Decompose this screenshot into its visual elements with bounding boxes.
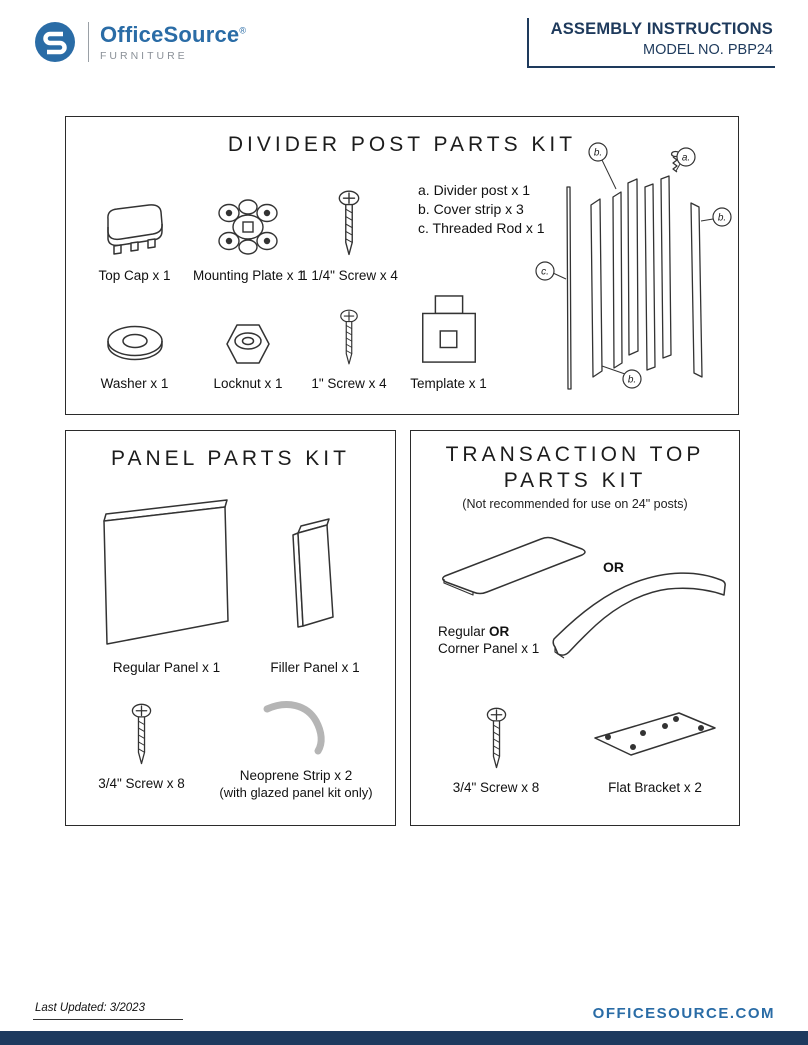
legend-item-a: a. Divider post x 1 (418, 182, 531, 198)
locknut-icon (224, 321, 272, 367)
or-separator: OR (603, 559, 624, 575)
part-label: 1 1/4" Screw x 4 (300, 268, 398, 283)
part-label: 3/4" Screw x 8 (98, 776, 185, 791)
template-icon (414, 293, 484, 367)
screw-icon (130, 703, 153, 767)
part-label: Filler Panel x 1 (270, 660, 360, 675)
part-washer (82, 303, 187, 391)
diagram-callout-a: a. (681, 152, 691, 164)
transaction-kit-subtitle: (Not recommended for use on 24" posts) (462, 497, 688, 511)
corner-top-icon (544, 555, 736, 667)
part-screw-1in (294, 303, 404, 391)
logo-block (33, 20, 246, 64)
legend-item-c: c. Threaded Rod x 1 (418, 220, 545, 236)
washer-icon (104, 321, 166, 367)
model-number: MODEL NO. PBP24 (642, 42, 773, 58)
part-label: 3/4" Screw x 8 (452, 780, 540, 795)
diagram-callout-c: c. (541, 266, 549, 278)
logo-divider (88, 22, 89, 62)
transaction-kit-title-line2: PARTS KIT (503, 469, 647, 492)
divider-kit-title: DIVIDER POST PARTS KIT (227, 133, 577, 156)
legend-item-b: b. Cover strip x 3 (418, 201, 524, 217)
part-regular-panel (84, 495, 249, 675)
part-screw-075-trans (451, 697, 541, 795)
diagram-callout-b2: b. (717, 212, 727, 224)
part-template (396, 289, 501, 391)
part-label: Flat Bracket x 2 (608, 780, 702, 795)
logo-text (100, 22, 246, 62)
transaction-kit-title-line1: TRANSACTION TOP (445, 443, 705, 466)
regular-panel-icon (96, 499, 238, 651)
transaction-top-kit-section (410, 430, 740, 826)
diagram-callout-b1: b. (593, 147, 603, 159)
divider-post-diagram-drawing (534, 139, 739, 401)
diagram-legend (418, 181, 545, 238)
part-screw-1-25 (294, 183, 404, 283)
top-cap-icon (96, 197, 174, 259)
filler-panel-icon (284, 517, 346, 633)
part-neoprene-strip (201, 689, 391, 800)
panel-kit-section (65, 430, 396, 826)
document-title-block (527, 18, 775, 68)
part-mounting-plate (193, 183, 303, 283)
diagram-callout-b3: b. (627, 374, 637, 386)
part-label: Top Cap x 1 (98, 268, 171, 283)
part-label: 1" Screw x 4 (311, 376, 387, 391)
part-label: Neoprene Strip x 2 (239, 768, 353, 783)
brand-name: OfficeSource® (100, 22, 247, 47)
brand-subtitle: FURNITURE (100, 50, 188, 62)
panel-kit-title: PANEL PARTS KIT (111, 447, 350, 470)
divider-post-diagram (534, 139, 739, 401)
document-title: ASSEMBLY INSTRUCTIONS (550, 20, 773, 38)
part-flat-bracket (579, 697, 731, 795)
mounting-plate-icon (209, 195, 287, 259)
part-label: Washer x 1 (100, 376, 169, 391)
part-locknut (193, 303, 303, 391)
part-filler-panel (254, 495, 376, 675)
part-note: (with glazed panel kit only) (219, 785, 373, 800)
part-top-cap (82, 183, 187, 283)
flat-bracket-icon (591, 709, 719, 771)
part-label: Locknut x 1 (213, 376, 283, 391)
registered-mark: ® (239, 25, 247, 36)
screw-icon (337, 189, 361, 259)
screw-icon (485, 707, 508, 771)
divider-post-kit-section (65, 116, 739, 415)
officesource-logo-icon (33, 20, 77, 64)
part-label: Mounting Plate x 1 (193, 268, 305, 283)
footer-bar (0, 1031, 808, 1045)
neoprene-strip-icon (259, 697, 333, 759)
part-label: Template x 1 (410, 376, 487, 391)
screw-icon (338, 309, 360, 367)
website-link[interactable]: OFFICESOURCE.COM (592, 1005, 775, 1022)
part-screw-075 (94, 693, 189, 791)
regular-or-corner-label: Regular OR Corner Panel x 1 (438, 624, 540, 656)
last-updated-text: Last Updated: 3/2023 (33, 1002, 183, 1020)
part-label: Regular Panel x 1 (112, 660, 221, 675)
